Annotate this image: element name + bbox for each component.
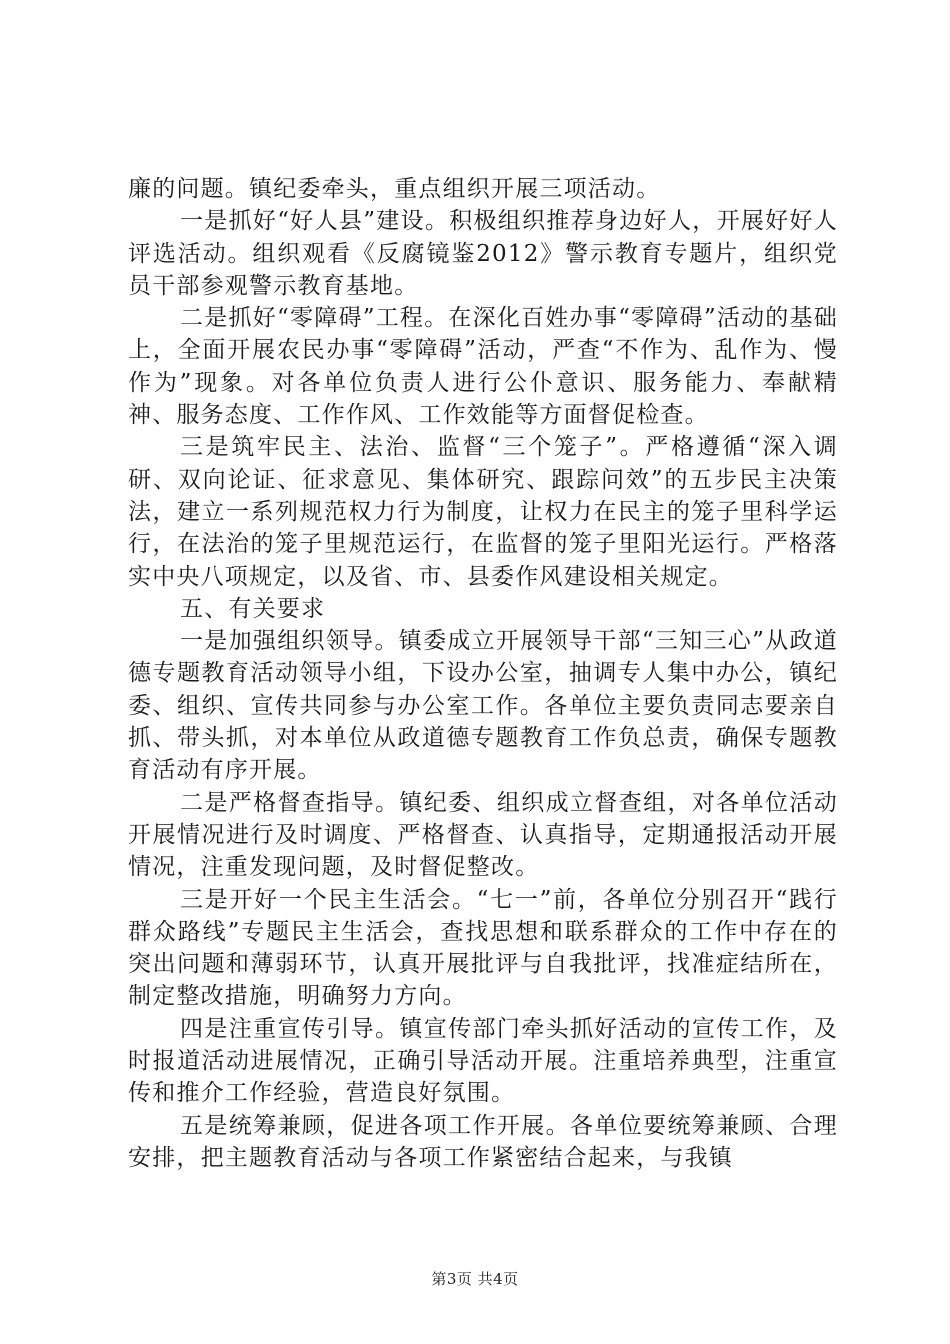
paragraph-publicity: 四是注重宣传引导。镇宣传部门牵头抓好活动的宣传工作，及时报道活动进展情况，正确引导活动开展。注重培养典型，注重宣传和推介工作经验，营造良好氛围。	[128, 1015, 838, 1107]
paragraph-zero-obstacle: 二是抓好“零障碍”工程。在深化百姓办事“零障碍”活动的基础上，全面开展农民办事“零障碍”活动，严查“不作为、乱作为、慢作为”现象。对各单位负责人进行公仆意识、服务能力、奉献精神、服务态度、工作作风、工作效能等方面督促检查。	[128, 305, 838, 429]
section-heading-requirements: 五、有关要求	[180, 595, 326, 622]
paragraph-good-people: 一是抓好“好人县”建设。积极组织推荐身边好人，开展好好人评选活动。组织观看《反腐镜鉴2012》警示教育专题片，组织党员干部参观警示教育基地。	[128, 208, 838, 299]
paragraph-supervision: 二是严格督查指导。镇纪委、组织成立督查组，对各单位活动开展情况进行及时调度、严格督查、认真指导，定期通报活动开展情况，注重发现问题，及时督促整改。	[128, 789, 838, 881]
paragraph-three-cages: 三是筑牢民主、法治、监督“三个笼子”。严格遵循“深入调研、双向论证、征求意见、集体研究、跟踪问效”的五步民主决策法，建立一系列规范权力行为制度，让权力在民主的笼子里科学运行，在法治的笼子里规范运行，在监督的笼子里阳光运行。严格落实中央八项规定，以及省、市、县委作风建设相关规定。	[128, 434, 838, 590]
paragraph-leadership: 一是加强组织领导。镇委成立开展领导干部“三知三心”从政道德专题教育活动领导小组，下设办公室，抽调专人集中办公，镇纪委、组织、宣传共同参与办公室工作。各单位主要负责同志要亲自抓、带头抓，对本单位从政道德专题教育工作负总责，确保专题教育活动有序开展。	[128, 628, 838, 784]
page-number-footer: 第3页 共4页	[431, 1270, 519, 1288]
paragraph-continuation: 廉的问题。镇纪委牵头，重点组织开展三项活动。	[128, 176, 661, 202]
paragraph-coordination: 五是统筹兼顾，促进各项工作开展。各单位要统筹兼顾、合理安排，把主题教育活动与各项工作紧密结合起来，与我镇	[128, 1112, 838, 1171]
document-body	[128, 173, 838, 1174]
paragraph-democratic-meeting: 三是开好一个民主生活会。“七一”前，各单位分别召开“践行群众路线”专题民主生活会，查找思想和联系群众的工作中存在的突出问题和薄弱环节，认真开展批评与自我批评，找准症结所在，制定整改措施，明确努力方向。	[128, 886, 838, 1010]
